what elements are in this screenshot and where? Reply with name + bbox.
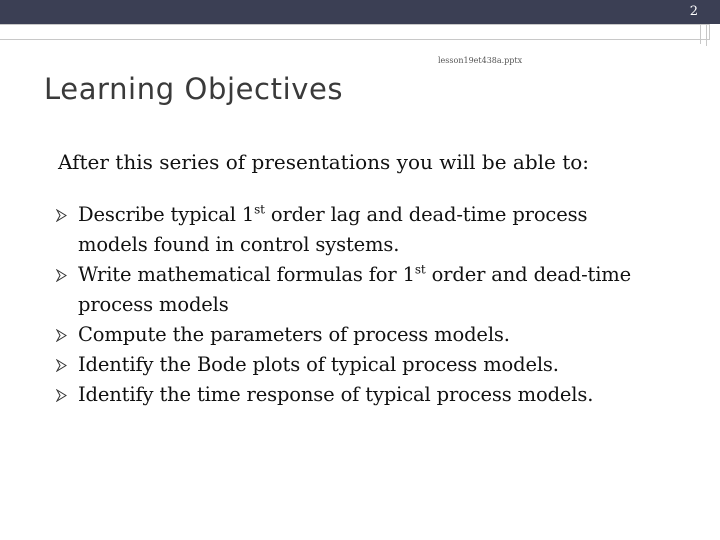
arrowhead-bullet-icon [56,359,67,372]
objective-item [56,260,656,320]
arrowhead-bullet-icon [56,389,67,402]
page-number: 2 [689,4,698,19]
objective-item [56,350,656,380]
frame-corner-inner [706,24,714,46]
file-name-label: lesson19et438a.pptx [438,56,523,65]
objective-text-segment: Identify the Bode plots of typical process models. [78,353,559,376]
arrowhead-bullet-icon [56,269,67,282]
ordinal-superscript: st [414,262,426,277]
arrowhead-bullet-icon [56,209,67,222]
slide-header-bar [0,0,720,24]
objective-text [78,263,631,316]
objective-text-segment: Write mathematical formulas for 1 [78,263,415,286]
intro-text: After this series of presentations you will be able to: [58,150,590,174]
objective-item [56,320,656,350]
objectives-list [56,200,656,410]
objective-text [78,323,510,346]
objective-item [56,200,656,260]
ordinal-superscript: st [254,202,265,217]
objective-text-segment: Describe typical 1 [78,203,255,226]
objective-text-segment: order and dead-time process models [78,263,632,316]
objective-text-segment: Compute the parameters of process models. [78,323,510,346]
header-frame-line [0,24,710,40]
objective-text [78,203,587,256]
objective-text-segment: Identify the time response of typical process models. [78,383,594,406]
objective-text-segment: order lag and dead-time process models found in control systems. [78,203,588,256]
objective-text [78,353,559,376]
arrowhead-bullet-icon [56,329,67,342]
objective-item [56,380,656,410]
slide-title: Learning Objectives [44,72,344,106]
objective-text [78,383,593,406]
